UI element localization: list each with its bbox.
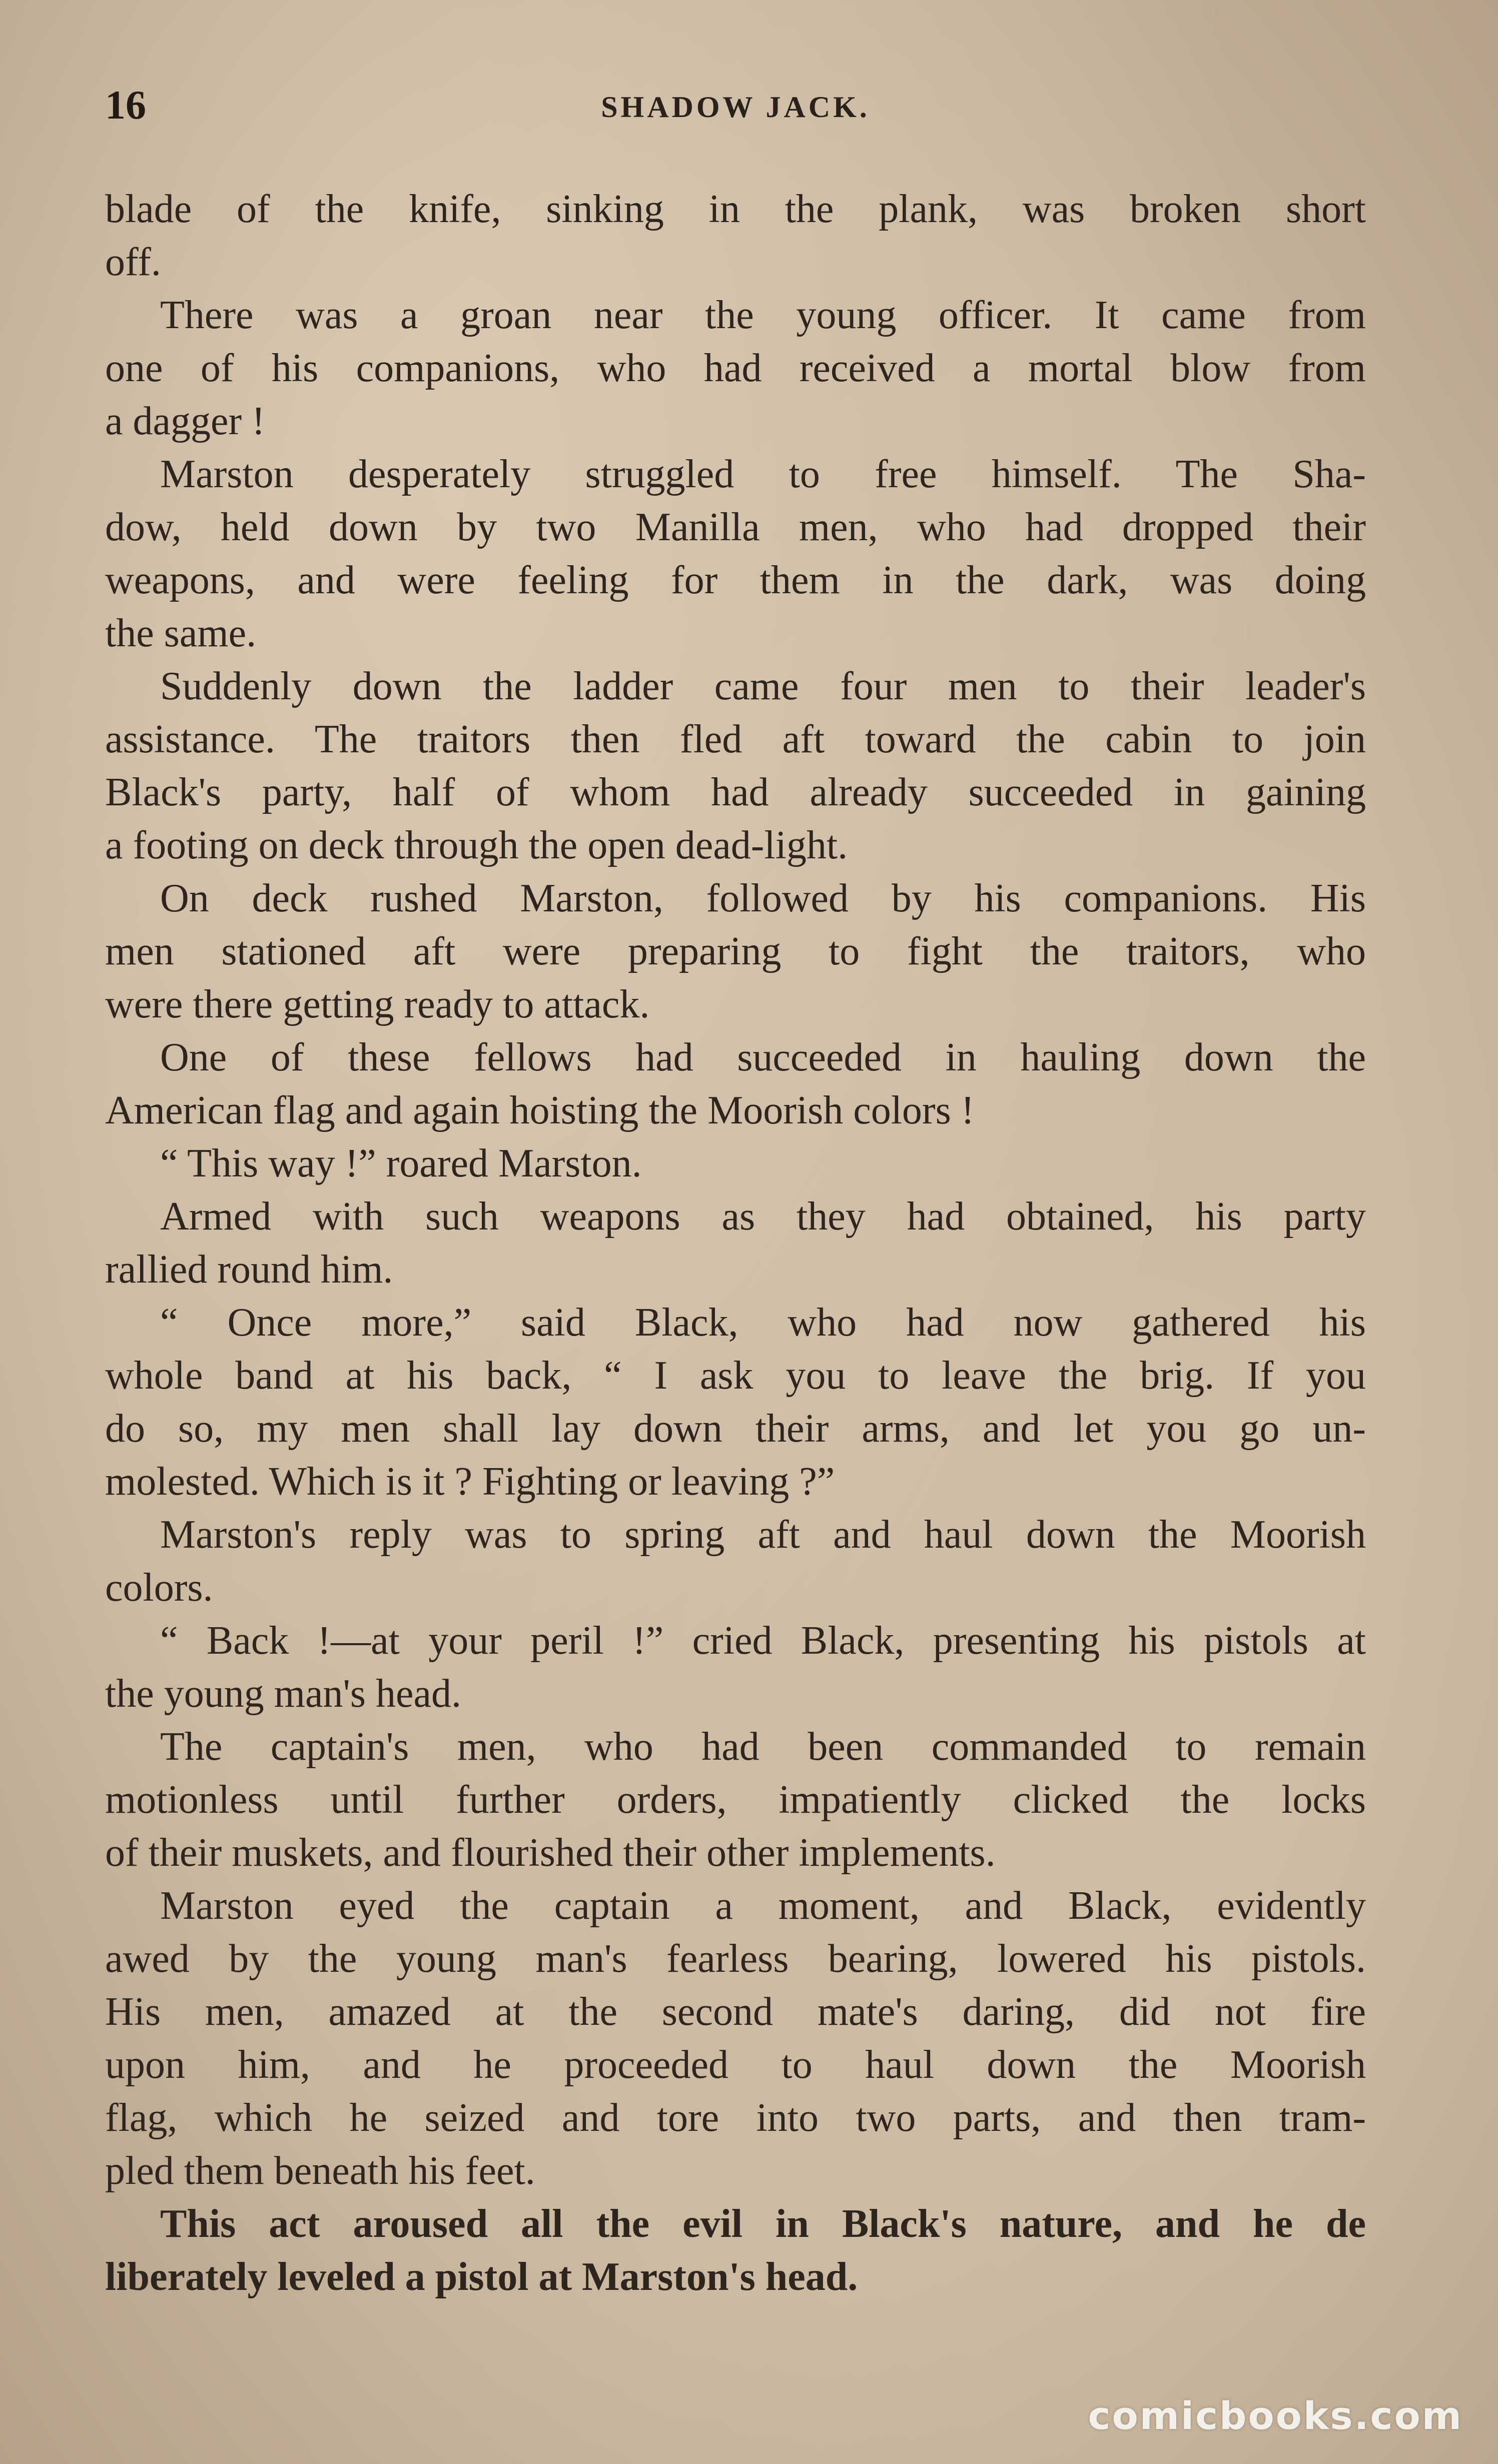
body-text <box>105 183 1366 2303</box>
text-line: a footing on deck through the open dead-light. <box>105 823 848 867</box>
text-line: American flag and again hoisting the Moorish colors ! <box>105 1088 975 1132</box>
text-line: were there getting ready to attack. <box>105 982 650 1026</box>
text-line: upon him, and he proceeded to haul down the Moorish <box>105 2043 1366 2087</box>
text-line: Suddenly down the ladder came four men to their leader's <box>160 664 1366 708</box>
paragraph <box>105 660 1366 872</box>
paragraph <box>105 872 1366 1031</box>
text-line: Marston desperately struggled to free himself. The Sha- <box>160 452 1366 496</box>
text-line: There was a groan near the young officer. It came from <box>160 293 1366 337</box>
page-header <box>105 80 1366 140</box>
text-line: assistance. The traitors then fled aft toward the cabin to join <box>105 717 1366 761</box>
paragraph <box>105 1720 1366 1879</box>
text-line: rallied round him. <box>105 1248 393 1292</box>
text-line: of their muskets, and flourished their other implements. <box>105 1831 996 1875</box>
text-line: On deck rushed Marston, followed by his companions. His <box>160 876 1366 920</box>
text-line: His men, amazed at the second mate's daring, did not fire <box>105 1990 1366 2034</box>
text-line: men stationed aft were preparing to fight the traitors, who <box>105 929 1366 973</box>
text-line: One of these fellows had succeeded in hauling down the <box>160 1035 1366 1079</box>
text-line: a dagger ! <box>105 399 265 443</box>
text-line: Marston's reply was to spring aft and haul down the Moorish <box>160 1513 1366 1557</box>
running-head: SHADOW JACK. <box>601 91 870 124</box>
text-line: “ This way !” roared Marston. <box>160 1141 642 1185</box>
paragraph <box>105 1190 1366 1296</box>
text-line: the same. <box>105 611 257 655</box>
paragraph <box>105 1614 1366 1720</box>
text-line: one of his companions, who had received a mortal blow from <box>105 346 1366 390</box>
text-line: whole band at his back, “ I ask you to leave the brig. If you <box>105 1354 1366 1398</box>
text-line: flag, which he seized and tore into two parts, and then tram- <box>105 2096 1366 2140</box>
text-line: motionless until further orders, impatiently clicked the locks <box>105 1778 1366 1822</box>
text-line: Black's party, half of whom had already succeeded in gaining <box>105 770 1366 814</box>
text-line: colors. <box>105 1566 213 1610</box>
page-number: 16 <box>105 82 146 128</box>
paragraph <box>105 1031 1366 1137</box>
paragraph <box>105 448 1366 660</box>
text-line: blade of the knife, sinking in the plank, was broken short <box>105 187 1366 231</box>
text-line: “ Back !—at your peril !” cried Black, presenting his pistols at <box>160 1619 1366 1663</box>
text-line: Marston eyed the captain a moment, and Black, evidently <box>160 1884 1366 1928</box>
text-line: awed by the young man's fearless bearing, lowered his pistols. <box>105 1937 1366 1981</box>
text-line: Armed with such weapons as they had obtained, his party <box>160 1194 1366 1239</box>
paragraph <box>105 183 1366 289</box>
text-line: “ Once more,” said Black, who had now gathered his <box>160 1301 1366 1345</box>
text-line: liberately leveled a pistol at Marston's head. <box>105 2255 858 2299</box>
text-line: weapons, and were feeling for them in the dark, was doing <box>105 558 1366 602</box>
text-line: dow, held down by two Manilla men, who had dropped their <box>105 505 1366 549</box>
watermark: comicbooks.com <box>1088 2393 1463 2438</box>
text-line: pled them beneath his feet. <box>105 2149 535 2193</box>
text-line: The captain's men, who had been commanded to remain <box>160 1725 1366 1769</box>
paragraph <box>105 1296 1366 1508</box>
paragraph <box>105 2197 1366 2303</box>
paragraph <box>105 1879 1366 2197</box>
paragraph <box>105 1137 1366 1190</box>
text-line: This act aroused all the evil in Black's nature, and he de <box>160 2202 1366 2246</box>
text-line: molested. Which is it ? Fighting or leaving ?” <box>105 1460 835 1504</box>
paragraph <box>105 1508 1366 1614</box>
text-line: off. <box>105 240 161 284</box>
text-line: do so, my men shall lay down their arms, and let you go un- <box>105 1407 1366 1451</box>
paragraph <box>105 289 1366 448</box>
text-line: the young man's head. <box>105 1672 462 1716</box>
